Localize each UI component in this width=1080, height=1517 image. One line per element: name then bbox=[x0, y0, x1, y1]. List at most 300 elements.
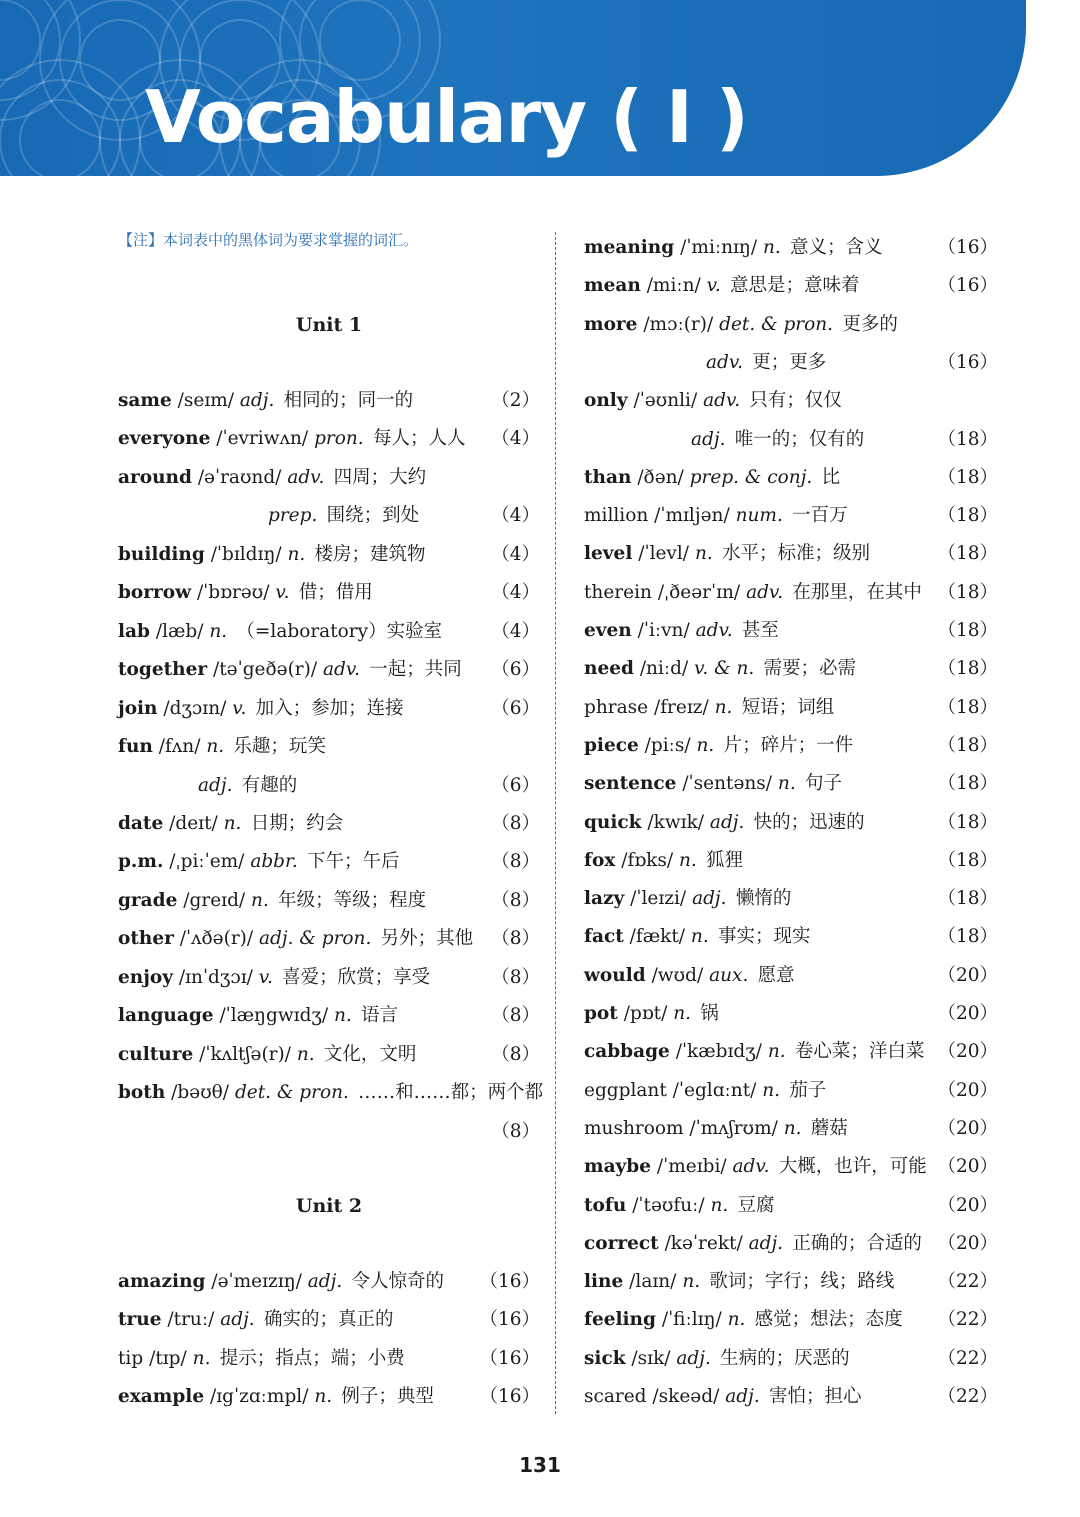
vocabulary-note: 【注】本词表中的黑体词为要求掌握的词汇。 bbox=[118, 231, 419, 249]
vocab-phonetic: /skeəd/ bbox=[652, 1386, 720, 1407]
vocab-definition: 加入；参加；连接 bbox=[255, 698, 404, 719]
vocab-entry bbox=[584, 348, 998, 378]
vocab-page-ref: （8） bbox=[491, 851, 540, 872]
vocab-part-of-speech: n. bbox=[696, 735, 715, 756]
vocab-part-of-speech: adv. bbox=[746, 582, 784, 603]
vocab-page-ref: （16） bbox=[479, 1348, 540, 1369]
vocab-entry bbox=[118, 1001, 540, 1031]
vocab-part-of-speech: n. bbox=[690, 926, 709, 947]
vocab-part-of-speech: adj. bbox=[748, 1233, 784, 1254]
vocab-definition: 唯一的；仅有的 bbox=[734, 429, 865, 450]
vocab-page-ref: （18） bbox=[937, 620, 998, 641]
vocab-word: culture bbox=[118, 1044, 194, 1065]
vocab-word: eggplant bbox=[584, 1080, 667, 1101]
vocab-entry bbox=[118, 655, 540, 685]
vocab-entry-text bbox=[118, 847, 399, 877]
vocab-page-ref: （18） bbox=[937, 582, 998, 603]
vocab-phonetic: /sɪk/ bbox=[631, 1348, 671, 1369]
vocab-definition: 一百万 bbox=[792, 505, 848, 526]
vocab-word: together bbox=[118, 659, 208, 680]
vocab-page-ref: （20） bbox=[937, 1118, 998, 1139]
vocab-entry bbox=[118, 1117, 540, 1147]
vocab-phonetic: /fɒks/ bbox=[621, 850, 674, 871]
vocab-entry-text bbox=[118, 1305, 393, 1335]
vocab-definition: 年级；等级；程度 bbox=[278, 890, 427, 911]
vocab-page-ref: （20） bbox=[937, 1195, 998, 1216]
vocab-part-of-speech: n. bbox=[777, 773, 796, 794]
vocab-page-ref: （16） bbox=[937, 275, 998, 296]
vocab-definition: ……和……都；两个都 bbox=[358, 1082, 544, 1103]
vocab-entry-text bbox=[584, 616, 779, 646]
vocab-entry bbox=[118, 424, 540, 454]
vocab-phonetic: /seɪm/ bbox=[177, 390, 235, 411]
vocab-page-ref: （8） bbox=[491, 967, 540, 988]
vocab-entry-text bbox=[584, 1305, 903, 1335]
vocab-word: level bbox=[584, 543, 633, 564]
vocab-phonetic: /ˈleɪzi/ bbox=[630, 888, 687, 909]
vocab-entry bbox=[118, 924, 540, 954]
vocab-word: around bbox=[118, 467, 192, 488]
vocab-phonetic: /ˌðeərˈɪn/ bbox=[657, 582, 741, 603]
vocab-phonetic: /ˈbɒrəʊ/ bbox=[196, 582, 270, 603]
vocab-word: million bbox=[584, 505, 649, 526]
vocab-page-ref: （18） bbox=[937, 888, 998, 909]
vocab-page-ref: （8） bbox=[491, 890, 540, 911]
vocab-part-of-speech: adj. bbox=[239, 390, 275, 411]
vocab-entry bbox=[584, 884, 998, 914]
vocab-part-of-speech: num. bbox=[735, 505, 783, 526]
vocab-definition: 比 bbox=[821, 467, 841, 488]
vocab-part-of-speech: aux. bbox=[709, 965, 749, 986]
unit-heading-2: Unit 2 bbox=[295, 1195, 363, 1217]
vocab-word: feeling bbox=[584, 1309, 656, 1330]
vocab-definition: 正确的；合适的 bbox=[792, 1233, 922, 1254]
vocab-word: than bbox=[584, 467, 632, 488]
vocab-definition: 豆腐 bbox=[737, 1195, 775, 1216]
vocab-phonetic: /ˈmɪljən/ bbox=[654, 505, 730, 526]
vocab-word: fact bbox=[584, 926, 624, 947]
vocab-entry bbox=[118, 617, 540, 647]
vocab-part-of-speech: v. bbox=[275, 582, 290, 603]
vocab-part-of-speech: n. bbox=[206, 736, 225, 757]
vocab-entry-text bbox=[118, 1001, 398, 1031]
vocab-page-ref: （16） bbox=[937, 237, 998, 258]
vocab-phonetic: /ˈmiːnɪŋ/ bbox=[680, 237, 758, 258]
vocab-entry bbox=[118, 1305, 540, 1335]
vocab-entry bbox=[118, 732, 540, 762]
vocab-word: only bbox=[584, 390, 628, 411]
vocab-phonetic: /truː/ bbox=[167, 1309, 215, 1330]
vocab-word: quick bbox=[584, 812, 642, 833]
vocab-word: amazing bbox=[118, 1271, 206, 1292]
vocab-entry-text bbox=[118, 732, 326, 762]
vocab-entry-text bbox=[118, 963, 430, 993]
vocab-phonetic: /kwɪk/ bbox=[647, 812, 705, 833]
vocab-entry bbox=[118, 847, 540, 877]
vocab-page-ref: （18） bbox=[937, 926, 998, 947]
vocab-page-ref: （16） bbox=[479, 1386, 540, 1407]
vocab-phonetic: /ˈmeɪbi/ bbox=[656, 1156, 727, 1177]
vocab-part-of-speech: adv. bbox=[322, 659, 360, 680]
vocab-part-of-speech: n. bbox=[762, 237, 781, 258]
vocab-definition: 卷心菜；洋白菜 bbox=[794, 1041, 925, 1062]
vocab-entry bbox=[584, 310, 998, 340]
vocab-entry-text bbox=[584, 999, 719, 1029]
vocab-part-of-speech: v. & n. bbox=[694, 658, 755, 679]
vocab-entry-text bbox=[584, 846, 743, 876]
vocab-word: meaning bbox=[584, 237, 675, 258]
vocab-phonetic: /ˈbɪldɪŋ/ bbox=[210, 544, 282, 565]
vocab-entry-text bbox=[584, 271, 860, 301]
vocab-entry bbox=[584, 233, 998, 263]
vocab-word: both bbox=[118, 1082, 166, 1103]
vocab-word: sick bbox=[584, 1348, 626, 1369]
vocab-entry-text bbox=[584, 1076, 826, 1106]
vocab-entry bbox=[584, 425, 998, 455]
vocab-page-ref: （6） bbox=[491, 659, 540, 680]
vocab-word: fox bbox=[584, 850, 616, 871]
vocab-page-ref: （16） bbox=[479, 1309, 540, 1330]
vocab-entry bbox=[584, 769, 998, 799]
vocab-part-of-speech: n. bbox=[209, 621, 228, 642]
vocab-entry bbox=[118, 386, 540, 416]
vocab-entry bbox=[584, 1344, 998, 1374]
vocab-word: other bbox=[118, 928, 174, 949]
vocab-entry bbox=[584, 1305, 998, 1335]
vocab-entry bbox=[584, 654, 998, 684]
vocab-part-of-speech: v. bbox=[232, 698, 247, 719]
vocab-phonetic: /ˈəʊnli/ bbox=[633, 390, 698, 411]
vocab-entry-text bbox=[118, 694, 404, 724]
vocab-part-of-speech: n. bbox=[314, 1386, 333, 1407]
vocab-definition: 确实的；真正的 bbox=[263, 1309, 394, 1330]
vocab-definition: 令人惊奇的 bbox=[351, 1271, 445, 1292]
vocab-entry-text bbox=[118, 655, 462, 685]
vocab-entry-text bbox=[268, 501, 419, 531]
vocab-part-of-speech: n. bbox=[783, 1118, 802, 1139]
vocab-entry-text bbox=[118, 578, 373, 608]
vocab-entry bbox=[118, 1382, 540, 1412]
vocab-phonetic: /təˈgeðə(r)/ bbox=[213, 659, 318, 680]
vocab-entry-text bbox=[118, 386, 413, 416]
vocab-phonetic: /deɪt/ bbox=[169, 813, 218, 834]
vocab-definition: 愿意 bbox=[757, 965, 795, 986]
vocab-part-of-speech: adj. bbox=[709, 812, 745, 833]
vocab-page-ref: （18） bbox=[937, 429, 998, 450]
vocab-definition: 片；碎片；一件 bbox=[723, 735, 854, 756]
vocab-entry-text bbox=[584, 310, 898, 340]
vocab-page-ref: （18） bbox=[937, 850, 998, 871]
vocab-part-of-speech: pron. bbox=[314, 428, 364, 449]
vocab-word: grade bbox=[118, 890, 178, 911]
vocab-definition: 感觉；想法；态度 bbox=[754, 1309, 903, 1330]
vocab-entry bbox=[584, 463, 998, 493]
vocab-entry bbox=[118, 1344, 540, 1374]
vocab-definition: 日期；约会 bbox=[250, 813, 344, 834]
vocab-part-of-speech: n. bbox=[333, 1005, 352, 1026]
vocab-part-of-speech: n. bbox=[673, 1003, 691, 1024]
vocab-phonetic: /ˈfiːlɪŋ/ bbox=[661, 1309, 722, 1330]
vocab-definition: 语言 bbox=[361, 1005, 399, 1026]
vocab-word: date bbox=[118, 813, 164, 834]
vocab-definition: 下午；午后 bbox=[306, 851, 400, 872]
vocab-phonetic: /əˈraʊnd/ bbox=[197, 467, 282, 488]
vocab-entry bbox=[118, 809, 540, 839]
vocab-page-ref: （8） bbox=[491, 1044, 540, 1065]
vocab-part-of-speech: n. bbox=[710, 1195, 729, 1216]
vocab-part-of-speech: adv. bbox=[703, 390, 741, 411]
vocab-entry-text bbox=[584, 731, 853, 761]
vocab-page-ref: （6） bbox=[491, 698, 540, 719]
vocab-entry bbox=[118, 501, 540, 531]
vocab-phonetic: /ˈsentəns/ bbox=[682, 773, 773, 794]
vocab-page-ref: （4） bbox=[491, 505, 540, 526]
vocab-entry bbox=[584, 271, 998, 301]
vocab-entry bbox=[584, 961, 998, 991]
vocab-definition: 四周；大约 bbox=[333, 467, 427, 488]
vocab-definition: 例子；典型 bbox=[341, 1386, 434, 1407]
vocab-part-of-speech: n. bbox=[287, 544, 306, 565]
vocab-part-of-speech: det. & pron. bbox=[234, 1082, 349, 1103]
vocab-definition: 只有；仅仅 bbox=[749, 390, 842, 411]
vocab-definition: 甚至 bbox=[741, 620, 779, 641]
vocab-word: p.m. bbox=[118, 851, 164, 872]
vocab-part-of-speech: prep. bbox=[268, 505, 318, 526]
vocab-entry-text bbox=[118, 1344, 405, 1374]
vocab-entry bbox=[584, 1037, 998, 1067]
vocab-page-ref: （20） bbox=[937, 1156, 998, 1177]
vocab-part-of-speech: adj. bbox=[220, 1309, 255, 1330]
vocab-page-ref: （18） bbox=[937, 773, 998, 794]
page-number: 131 bbox=[519, 1453, 561, 1477]
vocab-entry bbox=[118, 578, 540, 608]
vocab-definition: 短语；词组 bbox=[741, 697, 835, 718]
vocab-definition: 歌词；字行；线；路线 bbox=[709, 1271, 895, 1292]
vocab-phonetic: /ˈiːvn/ bbox=[637, 620, 690, 641]
vocab-definition: 乐趣；玩笑 bbox=[233, 736, 326, 757]
vocab-entry-text bbox=[691, 425, 864, 455]
vocab-entry-text bbox=[584, 578, 922, 608]
vocab-definition: 需要；必需 bbox=[763, 658, 857, 679]
vocab-page-ref: （8） bbox=[491, 1005, 540, 1026]
vocab-word: building bbox=[118, 544, 205, 565]
vocab-page-ref: （18） bbox=[937, 505, 998, 526]
vocab-phonetic: /pɒt/ bbox=[623, 1003, 668, 1024]
vocab-definition: 蘑菇 bbox=[810, 1118, 848, 1139]
vocab-definition: 大概，也许，可能 bbox=[778, 1156, 927, 1177]
vocab-word: true bbox=[118, 1309, 162, 1330]
page-title: Vocabulary ( I ) bbox=[145, 75, 748, 159]
vocab-definition: 一起；共同 bbox=[369, 659, 462, 680]
vocab-entry bbox=[584, 616, 998, 646]
vocab-phonetic: /laɪn/ bbox=[629, 1271, 677, 1292]
vocab-page-ref: （4） bbox=[491, 428, 540, 449]
vocab-definition: 快的；迅速的 bbox=[753, 812, 865, 833]
vocab-entry bbox=[584, 501, 998, 531]
vocab-page-ref: （20） bbox=[937, 1080, 998, 1101]
vocab-phonetic: /fækt/ bbox=[629, 926, 686, 947]
vocab-entry bbox=[584, 731, 998, 761]
vocab-definition: 事实；现实 bbox=[717, 926, 811, 947]
vocab-page-ref: （4） bbox=[491, 621, 540, 642]
vocab-phonetic: /ɪgˈzɑːmpl/ bbox=[210, 1386, 309, 1407]
unit-heading-1: Unit 1 bbox=[295, 314, 363, 336]
vocab-page-ref: （8） bbox=[491, 928, 540, 949]
vocab-entry-text bbox=[584, 386, 842, 416]
vocab-part-of-speech: n. bbox=[223, 813, 242, 834]
vocab-entry-text bbox=[118, 424, 465, 454]
vocab-part-of-speech: adj. bbox=[198, 775, 233, 796]
vocab-entry bbox=[118, 694, 540, 724]
vocab-page-ref: （18） bbox=[937, 658, 998, 679]
vocab-definition: 懒惰的 bbox=[735, 888, 792, 909]
vocab-page-ref: （16） bbox=[479, 1271, 540, 1292]
vocab-word: lazy bbox=[584, 888, 625, 909]
vocab-entry-text bbox=[584, 808, 865, 838]
vocab-definition: 生病的；厌恶的 bbox=[720, 1348, 850, 1369]
vocab-definition: 借；借用 bbox=[298, 582, 373, 603]
column-divider bbox=[555, 232, 556, 1414]
vocab-page-ref: （4） bbox=[491, 582, 540, 603]
vocab-part-of-speech: n. bbox=[296, 1044, 315, 1065]
vocab-definition: 围绕；到处 bbox=[326, 505, 420, 526]
vocab-word: more bbox=[584, 314, 638, 335]
vocab-part-of-speech: adj. bbox=[725, 1386, 760, 1407]
vocab-definition: 楼房；建筑物 bbox=[314, 544, 426, 565]
vocab-word: language bbox=[118, 1005, 214, 1026]
vocab-page-ref: （6） bbox=[491, 775, 540, 796]
vocab-entry bbox=[584, 808, 998, 838]
vocab-definition: 相同的；同一的 bbox=[283, 390, 414, 411]
vocab-entry bbox=[118, 540, 540, 570]
vocab-definition: 狐狸 bbox=[706, 850, 744, 871]
vocab-entry bbox=[584, 999, 998, 1029]
vocab-definition: 锅 bbox=[700, 1003, 719, 1024]
vocab-part-of-speech: n. bbox=[678, 850, 697, 871]
vocab-entry bbox=[584, 693, 998, 723]
vocab-word: correct bbox=[584, 1233, 659, 1254]
vocab-page-ref: （22） bbox=[937, 1271, 998, 1292]
vocab-phonetic: /ˈkæbɪdʒ/ bbox=[675, 1041, 762, 1062]
vocab-entry bbox=[118, 886, 540, 916]
vocab-definition: 另外；其他 bbox=[380, 928, 474, 949]
vocab-page-ref: （20） bbox=[937, 965, 998, 986]
vocab-definition: 茄子 bbox=[789, 1080, 827, 1101]
vocab-entry-text bbox=[584, 884, 791, 914]
vocab-entry-text bbox=[118, 886, 426, 916]
vocab-entry bbox=[584, 1267, 998, 1297]
vocab-entry bbox=[584, 1076, 998, 1106]
vocab-entry-text bbox=[118, 924, 473, 954]
vocab-page-ref: （18） bbox=[937, 735, 998, 756]
vocab-entry bbox=[118, 963, 540, 993]
vocab-part-of-speech: n. bbox=[682, 1271, 701, 1292]
vocab-word: tofu bbox=[584, 1195, 627, 1216]
vocab-page-ref: （22） bbox=[937, 1386, 998, 1407]
vocab-part-of-speech: v. bbox=[706, 275, 721, 296]
vocab-phonetic: /ˈlevl/ bbox=[638, 543, 690, 564]
vocab-entry bbox=[584, 539, 998, 569]
vocab-entry-text bbox=[584, 501, 848, 531]
vocab-part-of-speech: n. bbox=[192, 1348, 211, 1369]
vocab-entry bbox=[584, 846, 998, 876]
vocab-phonetic: /ˈeglɑːnt/ bbox=[672, 1080, 757, 1101]
vocab-page-ref: （18） bbox=[937, 697, 998, 718]
vocab-definition: 提示；指点；端；小费 bbox=[219, 1348, 405, 1369]
vocab-page-ref: （2） bbox=[491, 390, 540, 411]
vocab-entry-text bbox=[118, 1040, 416, 1070]
vocab-entry-text bbox=[584, 1037, 924, 1067]
vocab-entry-text bbox=[584, 922, 810, 952]
vocab-phonetic: /greɪd/ bbox=[183, 890, 246, 911]
vocab-word: would bbox=[584, 965, 646, 986]
vocab-page-ref: （8） bbox=[491, 1121, 540, 1142]
vocab-word: therein bbox=[584, 582, 652, 603]
vocab-entry bbox=[118, 463, 540, 493]
vocab-entry-text bbox=[118, 617, 442, 647]
vocab-word: borrow bbox=[118, 582, 192, 603]
vocab-page-ref: （20） bbox=[937, 1041, 998, 1062]
vocab-page-ref: （22） bbox=[937, 1348, 998, 1369]
vocab-definition: 更多的 bbox=[842, 314, 898, 335]
vocab-part-of-speech: n. bbox=[251, 890, 269, 911]
vocab-entry bbox=[584, 1382, 998, 1412]
vocab-part-of-speech: adj. bbox=[691, 429, 726, 450]
vocab-page-ref: （18） bbox=[937, 467, 998, 488]
vocab-phonetic: /ˈtəʊfuː/ bbox=[632, 1195, 705, 1216]
vocab-word: join bbox=[118, 698, 158, 719]
vocab-phonetic: /tɪp/ bbox=[149, 1348, 187, 1369]
vocab-word: maybe bbox=[584, 1156, 652, 1177]
vocab-entry-text bbox=[584, 1152, 927, 1182]
vocab-phonetic: /ˈevriwʌn/ bbox=[216, 428, 309, 449]
vocab-phonetic: /kəˈrekt/ bbox=[664, 1233, 743, 1254]
vocab-entry-text bbox=[584, 463, 840, 493]
vocab-entry bbox=[584, 1152, 998, 1182]
vocab-page-ref: （20） bbox=[937, 1233, 998, 1254]
vocab-part-of-speech: adv. bbox=[287, 467, 325, 488]
vocab-entry-text bbox=[584, 1191, 775, 1221]
vocab-entry-text bbox=[584, 693, 834, 723]
vocab-entry-text bbox=[118, 1078, 543, 1108]
vocab-phonetic: /dʒɔɪn/ bbox=[163, 698, 227, 719]
vocab-entry-text bbox=[584, 769, 842, 799]
vocab-entry-text bbox=[584, 1114, 848, 1144]
vocab-definition: 意思是；意味着 bbox=[730, 275, 860, 296]
vocab-definition: 句子 bbox=[804, 773, 842, 794]
vocab-word: cabbage bbox=[584, 1041, 670, 1062]
vocab-entry-text bbox=[584, 654, 856, 684]
vocab-page-ref: （4） bbox=[491, 544, 540, 565]
vocab-phonetic: /ˈlæŋgwɪdʒ/ bbox=[219, 1005, 329, 1026]
vocab-definition: 更；更多 bbox=[752, 352, 827, 373]
vocab-word: need bbox=[584, 658, 634, 679]
vocab-entry-text bbox=[706, 348, 826, 378]
vocab-phonetic: /mɔː(r)/ bbox=[643, 314, 714, 335]
vocab-word: piece bbox=[584, 735, 639, 756]
vocab-entry-text bbox=[584, 233, 883, 263]
vocab-word: mean bbox=[584, 275, 641, 296]
vocab-part-of-speech: adv. bbox=[695, 620, 733, 641]
vocab-page-ref: （18） bbox=[937, 543, 998, 564]
vocab-phonetic: /piːs/ bbox=[644, 735, 691, 756]
vocab-entry bbox=[584, 922, 998, 952]
vocab-word: fun bbox=[118, 736, 153, 757]
vocab-part-of-speech: n. bbox=[762, 1080, 781, 1101]
vocab-definition: 意义；含义 bbox=[790, 237, 883, 258]
vocab-part-of-speech: adj. bbox=[692, 888, 727, 909]
vocab-phonetic: /ˌpiːˈem/ bbox=[169, 851, 245, 872]
